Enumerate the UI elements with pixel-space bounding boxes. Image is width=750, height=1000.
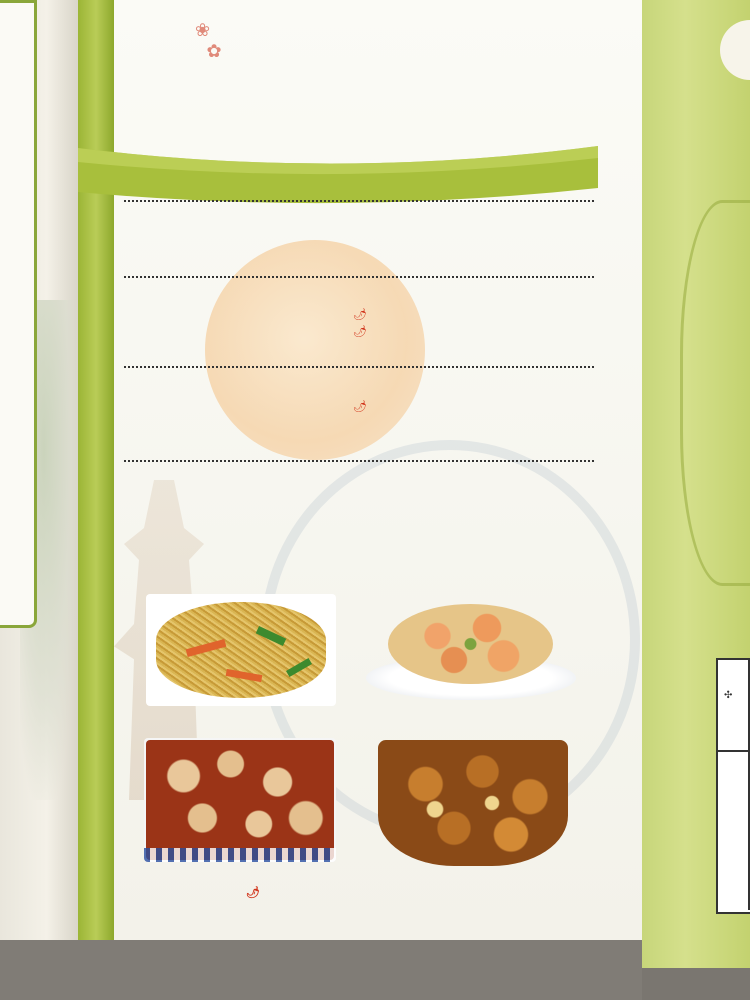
item-description: [150, 398, 570, 415]
location-map: [716, 658, 750, 914]
photo-shrimp-lo-mein: [366, 596, 576, 706]
photo-singapore-rice-noodle: [146, 594, 336, 706]
menu-item-dinner-for-four: [122, 366, 596, 372]
menu-item-dinner-for-three: [122, 276, 596, 282]
left-price-column: [0, 0, 37, 628]
compass-icon: ✣: [724, 690, 733, 701]
dragon-illustration: [680, 200, 750, 586]
chili-pepper-icon: 🌶: [246, 886, 260, 899]
flower-decoration-icon: ❀ ✿: [195, 20, 222, 62]
leader-dots: [124, 460, 594, 462]
sun-illustration: [205, 240, 425, 460]
table-surface: [0, 940, 642, 1000]
chili-pepper-icon: 🌶: [353, 400, 367, 413]
restaurant-address: [172, 0, 192, 120]
printer-credit: [596, 590, 620, 920]
left-price-column-bottom: [0, 655, 30, 905]
map-road: [716, 750, 750, 752]
item-description: [150, 306, 570, 339]
photo-mapo-tofu: [144, 738, 336, 862]
menu-item-dinner-for-two: [122, 200, 596, 206]
chili-pepper-icon: 🌶: [353, 324, 367, 338]
leader-dots: [124, 276, 594, 278]
leader-dots: [124, 200, 594, 202]
spicy-legend: [246, 881, 260, 900]
photo-cashew-chicken: [378, 740, 568, 866]
menu-item-dinner-for-five: [122, 460, 596, 466]
leader-dots: [124, 366, 594, 368]
restaurant-logo: [128, 2, 178, 112]
chili-pepper-icon: 🌶: [353, 308, 367, 321]
